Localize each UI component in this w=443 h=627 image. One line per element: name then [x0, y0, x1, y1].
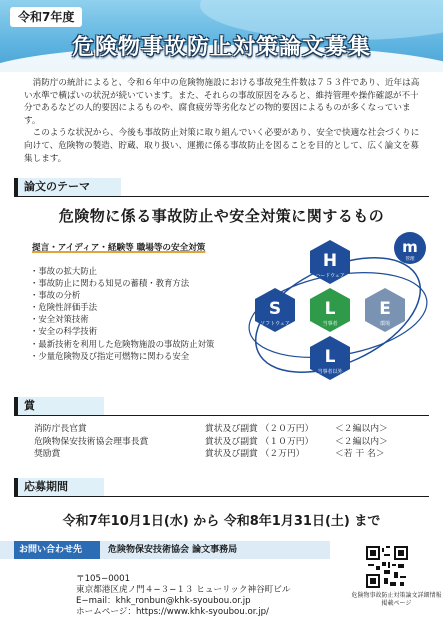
node-letter: L: [324, 347, 336, 367]
award-name: 危険物保安技術協会理事長賞: [34, 436, 149, 447]
application-period: 令和7年10月1日(水) から 令和8年1月31日(土) まで: [62, 514, 381, 529]
list-item: ・ 安全の科学技術: [30, 325, 214, 337]
node-letter: m: [402, 238, 418, 256]
page-title: 危険物事故防止対策論文募集: [71, 35, 371, 60]
year-tag: 令和7年度: [10, 7, 82, 27]
intro-text: [24, 77, 424, 165]
node-letter: L: [324, 299, 336, 319]
list-item: ・ 危険性評価手法: [30, 301, 214, 313]
contact-organization: 危険物保安技術協会 論文事務局: [108, 545, 238, 555]
header-banner: [0, 0, 443, 72]
divider: [14, 415, 429, 416]
node-label: 当事者以外: [317, 369, 343, 375]
qr-caption: 危険物事故防止対策論文詳細情報掲載ページ: [351, 592, 442, 607]
section-heading-theme: 論文のテーマ: [14, 178, 121, 196]
award-name: 消防庁長官賞: [34, 424, 87, 434]
node-label: 環境: [379, 321, 391, 327]
table-row: [34, 448, 434, 461]
node-label: 管理: [405, 257, 415, 262]
award-prize: 賞状及び副賞 （２０万円）: [205, 424, 314, 434]
node-letter: E: [379, 299, 391, 319]
website-link[interactable]: ホームページ：https://www.khk-syoubou.or.jp/: [76, 607, 269, 617]
divider: [14, 196, 429, 197]
intro-paragraph: このような状況から、今後も事故防止対策に取り組んでいく必要があり、安全で快適な社会づくりに向けて、危険物の製造、貯蔵、取り扱い、運搬に係る事故防止を図ることを目的として、広く論文を募集します。: [24, 128, 420, 164]
award-prize: 賞状及び副賞 （２万円）: [205, 449, 305, 460]
theme-main-text: 危険物に係る事故防止や安全対策に関するもの: [58, 207, 385, 225]
list-item: ・ 少量危険物及び指定可燃物に関わる安全: [30, 350, 214, 362]
award-count: ＜若 干 名＞: [335, 449, 385, 460]
qr-code[interactable]: [366, 546, 408, 588]
address: 東京都港区虎ノ門４−３−１３ ヒューリック神谷町ビル: [76, 585, 291, 595]
theme-list: [30, 265, 214, 362]
table-row: [34, 436, 434, 449]
list-item: ・ 安全対策技術: [30, 313, 214, 325]
section-heading-period: 応募期間: [14, 478, 104, 496]
node-letter: S: [268, 299, 282, 319]
award-count: ＜２編以内＞: [335, 436, 388, 447]
list-item: ・ 最新技術を利用した危険物施設の事故防止対策: [30, 338, 214, 350]
email-link[interactable]: E−mail：khk_ronbun@khk-syoubou.or.jp: [76, 596, 251, 606]
award-count: ＜２編以内＞: [335, 424, 388, 434]
award-prize: 賞状及び副賞 （１０万円）: [205, 436, 314, 447]
shell-diagram: [238, 230, 443, 400]
list-item: ・ 事故の分析: [30, 289, 214, 301]
contact-label: お問い合わせ先: [14, 541, 100, 559]
divider: [14, 496, 429, 497]
contact-details: [76, 574, 290, 618]
awards-table: [34, 423, 434, 461]
node-letter: H: [322, 251, 338, 271]
intro-paragraph: 消防庁の統計によると、令和６年中の危険物施設における事故発生件数は７５３件であり、近年は高い水準で横ばいの状況が続いています。また、それらの事故原因をみると、維持管理や操作確認が不十分であるなどの人的要因によるものや、腐食疲労等劣化などの物的要因によるものが多くなっています。: [24, 78, 420, 126]
node-label: 当事者: [322, 321, 338, 327]
list-item: ・ 事故の拡大防止: [30, 265, 214, 277]
table-row: [34, 423, 434, 436]
list-item: ・ 事故防止に関わる知見の蓄積・教育方法: [30, 277, 214, 289]
node-label: ソフトウェア: [260, 321, 290, 327]
postal-code: 〒105−0001: [76, 574, 131, 584]
theme-sub-heading: 提言・アイディア・経験等 職場等の安全対策: [32, 243, 206, 253]
node-label: ハードウェア: [315, 273, 345, 279]
award-name: 奨励賞: [34, 449, 61, 460]
section-heading-awards: 賞: [14, 397, 104, 415]
